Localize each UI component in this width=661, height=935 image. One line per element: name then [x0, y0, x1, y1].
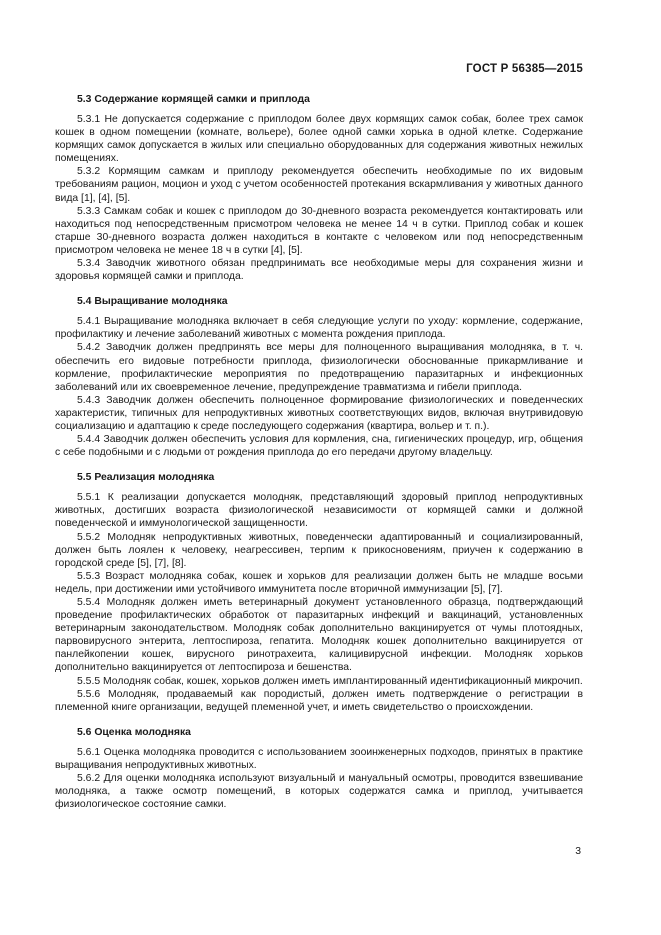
section-heading: 5.5 Реализация молодняка [77, 472, 215, 484]
standard-header: ГОСТ Р 56385—2015 [466, 63, 583, 75]
document-body [55, 90, 583, 811]
paragraph: 5.5.4 Молодняк должен иметь ветеринарный документ установленного образца, подтверждающий проведение профилактических обработок от паразитарных инфекций и вакцинаций, установленных ветеринарным законодательством. Молодняк собак дополнительно вакцинируется от чумы плотоядных, парвовирусного энтерита, лептоспироза, гепатита. Молодняк кошек дополнительно вакцинируется от панлейкопении кошек, вирусного ринотрахеита, калицивирусной инфекции. Молодняк хорьков дополнительно вакцинируется от лептоспироза и бешенства. [55, 597, 583, 674]
paragraph: 5.3.3 Самкам собак и кошек с приплодом до 30-дневного возраста рекомендуется контактировать или находиться под непосредственным присмотром человека не менее 14 ч в сутки. Приплод собак и кошек старше 30-дневного возраста должен находиться в контакте с человеком или под непосредственным присмотром человека не менее 18 ч в сутки [4], [5]. [55, 205, 583, 256]
paragraph: 5.6.2 Для оценки молодняка используют визуальный и мануальный осмотры, проводится взвешивание молодняка, а также осмотр помещений, в которых содержатся самка и приплод, учитывается физиологическое состояние самки. [55, 773, 583, 811]
section-5-4 [55, 295, 583, 459]
page-number: 3 [575, 846, 581, 857]
paragraph: 5.5.6 Молодняк, продаваемый как породистый, должен иметь подтверждение о регистрации в племенной книге организации, ведущей племенной учет, и иметь свидетельство о происхождении. [55, 688, 583, 713]
paragraph: 5.3.4 Заводчик животного обязан предпринимать все необходимые меры для сохранения жизни и здоровья кормящей самки и приплода. [55, 258, 583, 283]
paragraph: 5.3.1 Не допускается содержание с приплодом более двух кормящих самок собак, более трех самок кошек в одном помещении (комнате, вольере), более одной самки хорька в одной клетке. Содержание кормящих самок допускается в жилых или специально оборудованных для содержания животных нежилых помещениях. [55, 114, 583, 165]
section-5-6 [55, 726, 583, 811]
paragraph: 5.4.2 Заводчик должен предпринять все меры для полноценного выращивания молодняка, в т. ч. обеспечить его видовые потребности приплода, физиологически обоснованные прикармливание и кормление, профилактические мероприятия по предотвращению паразитарных и инфекционных заболеваний или их своевременное лечение, предупреждение травматизма и гибели приплода. [55, 342, 583, 393]
paragraph: 5.6.1 Оценка молодняка проводится с использованием зооинженерных подходов, принятых в практике выращивания непродуктивных животных. [55, 746, 583, 771]
paragraph: 5.5.5 Молодняк собак, кошек, хорьков должен иметь имплантированный идентификационный микрочип. [77, 675, 583, 687]
paragraph: 5.5.1 К реализации допускается молодняк, представляющий здоровый приплод непродуктивных животных, достигших возраста физиологической независимости от кормящей самки и должной поведенческой и иммунологической защищенности. [55, 492, 583, 530]
section-heading: 5.3 Содержание кормящей самки и приплода [77, 94, 310, 105]
section-heading: 5.4 Выращивание молодняка [77, 296, 228, 308]
paragraph: 5.5.3 Возраст молодняка собак, кошек и хорьков для реализации должен быть не младше восьми недель, при достижении ими устойчивого иммунитета после вторичной иммунизации [5], [7]. [55, 570, 583, 595]
section-5-5 [55, 471, 583, 714]
section-heading: 5.6 Оценка молодняка [77, 726, 191, 738]
paragraph: 5.5.2 Молодняк непродуктивных животных, поведенчески адаптированный и социализированный, должен быть лоялен к человеку, неагрессивен, терпим к прикосновениям, приучен к содержанию в городской среде [5], [7], [8]. [55, 531, 583, 569]
paragraph: 5.4.3 Заводчик должен обеспечить полноценное формирование физиологических и поведенческих характеристик, типичных для непродуктивных животных соответствующих видов, включая внутривидовую социализацию и адаптацию к среде последующего содержания (квартира, вольер и т. п.). [55, 394, 583, 432]
paragraph: 5.3.2 Кормящим самкам и приплоду рекомендуется обеспечить необходимые по их видовым требованиям рацион, моцион и уход с учетом особенностей протекания вскармливания у животных данного вида [1], [4], [5]. [55, 166, 583, 204]
paragraph: 5.4.4 Заводчик должен обеспечить условия для кормления, сна, гигиенических процедур, игр, общения с себе подобными и с людьми от рождения приплода до его передачи другому владельцу. [55, 434, 583, 459]
section-5-3 [55, 93, 583, 283]
paragraph: 5.4.1 Выращивание молодняка включает в себя следующие услуги по уходу: кормление, содержание, профилактику и лечение заболеваний животных с момента рождения приплода. [55, 316, 583, 341]
